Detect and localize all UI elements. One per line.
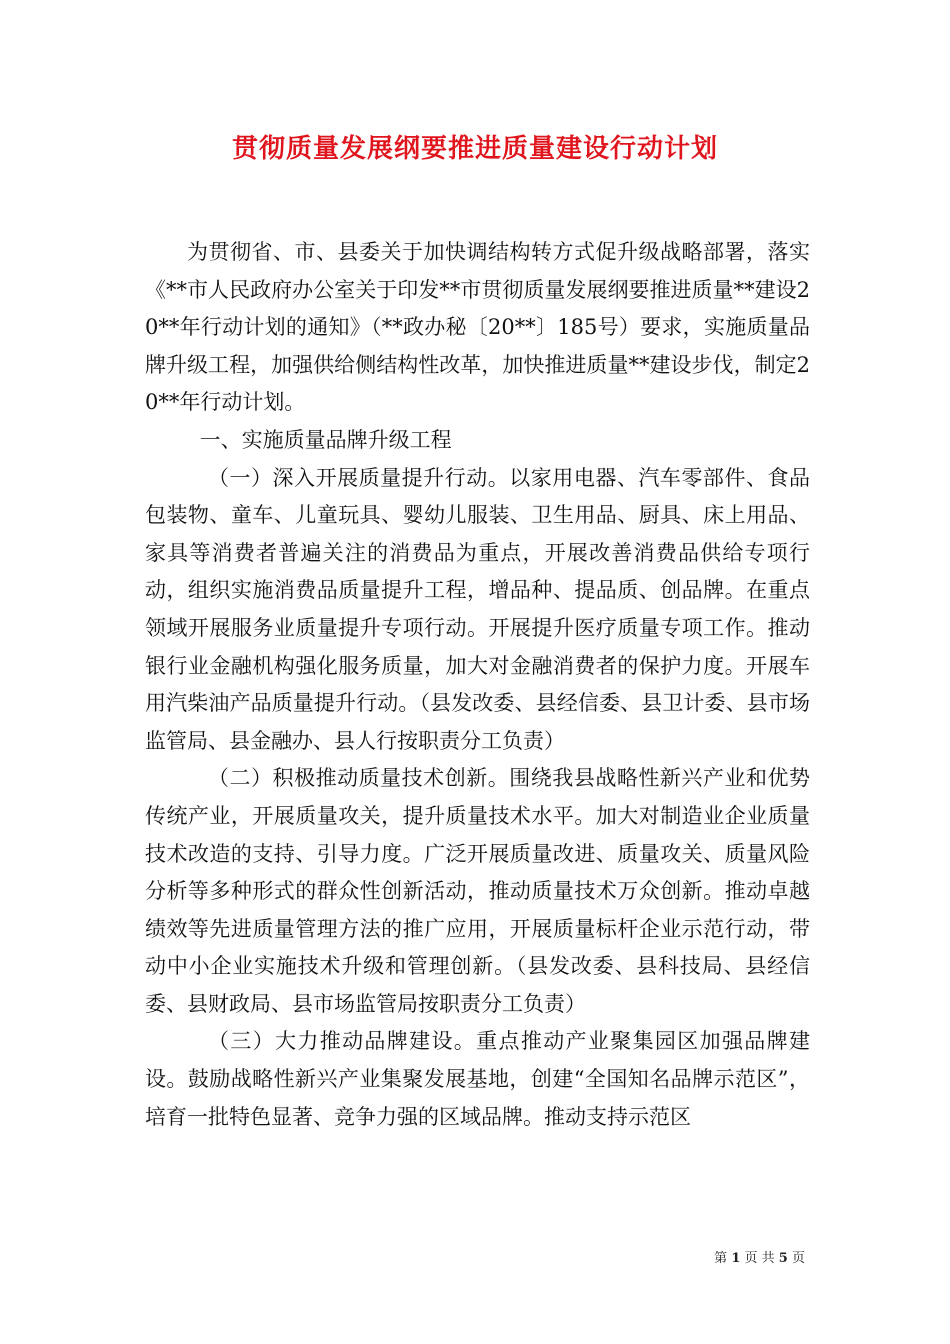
subsection-paragraph-3: （三）大力推动品牌建设。重点推动产业聚集园区加强品牌建设。鼓励战略性新兴产业集聚发展基地，创建“全国知名品牌示范区”，培育一批特色显著、竞争力强的区域品牌。推动支持示范区 [145,1029,810,1129]
footer-middle: 页 共 [744,1251,775,1266]
current-page-number: 1 [731,1251,741,1266]
page-footer [714,1247,805,1266]
document-body [145,234,810,1136]
intro-paragraph: 为贯彻省、市、县委关于加快调结构转方式促升级战略部署，落实《**市人民政府办公室关于印发**市贯彻质量发展纲要推进质量**建设20**年行动计划的通知》（**政办秘〔20**〕185号）要求，实施质量品牌升级工程，加强供给侧结构性改革，加快推进质量**建设步伐，制定20**年行动计划。 [145,240,810,415]
document-title: 贯彻质量发展纲要推进质量建设行动计划 [231,134,718,164]
subsection-paragraph-2: （二）积极推动质量技术创新。围绕我县战略性新兴产业和优势传统产业，开展质量攻关，提升质量技术水平。加大对制造业企业质量技术改造的支持、引导力度。广泛开展质量改进、质量攻关、质量风险分析等多种形式的群众性创新活动，推动质量技术万众创新。推动卓越绩效等先进质量管理方法的推广应用，开展质量标杆企业示范行动，带动中小企业实施技术升级和管理创新。（县发改委、县科技局、县经信委、县财政局、县市场监管局按职责分工负责） [145,766,810,1016]
subsection-paragraph-1: （一）深入开展质量提升行动。以家用电器、汽车零部件、食品包装物、童车、儿童玩具、婴幼儿服装、卫生用品、厨具、床上用品、家具等消费者普遍关注的消费品为重点，开展改善消费品供给专项行动，组织实施消费品质量提升工程，增品种、提品质、创品牌。在重点领域开展服务业质量提升专项行动。开展提升医疗质量专项工作。推动银行业金融机构强化服务质量，加大对金融消费者的保护力度。开展车用汽柴油产品质量提升行动。（县发改委、县经信委、县卫计委、县市场监管局、县金融办、县人行按职责分工负责） [145,465,810,753]
total-pages-number: 5 [778,1251,788,1266]
footer-prefix: 第 [714,1251,728,1266]
section-heading-1: 一、实施质量品牌升级工程 [199,427,452,452]
footer-suffix: 页 [791,1251,805,1266]
